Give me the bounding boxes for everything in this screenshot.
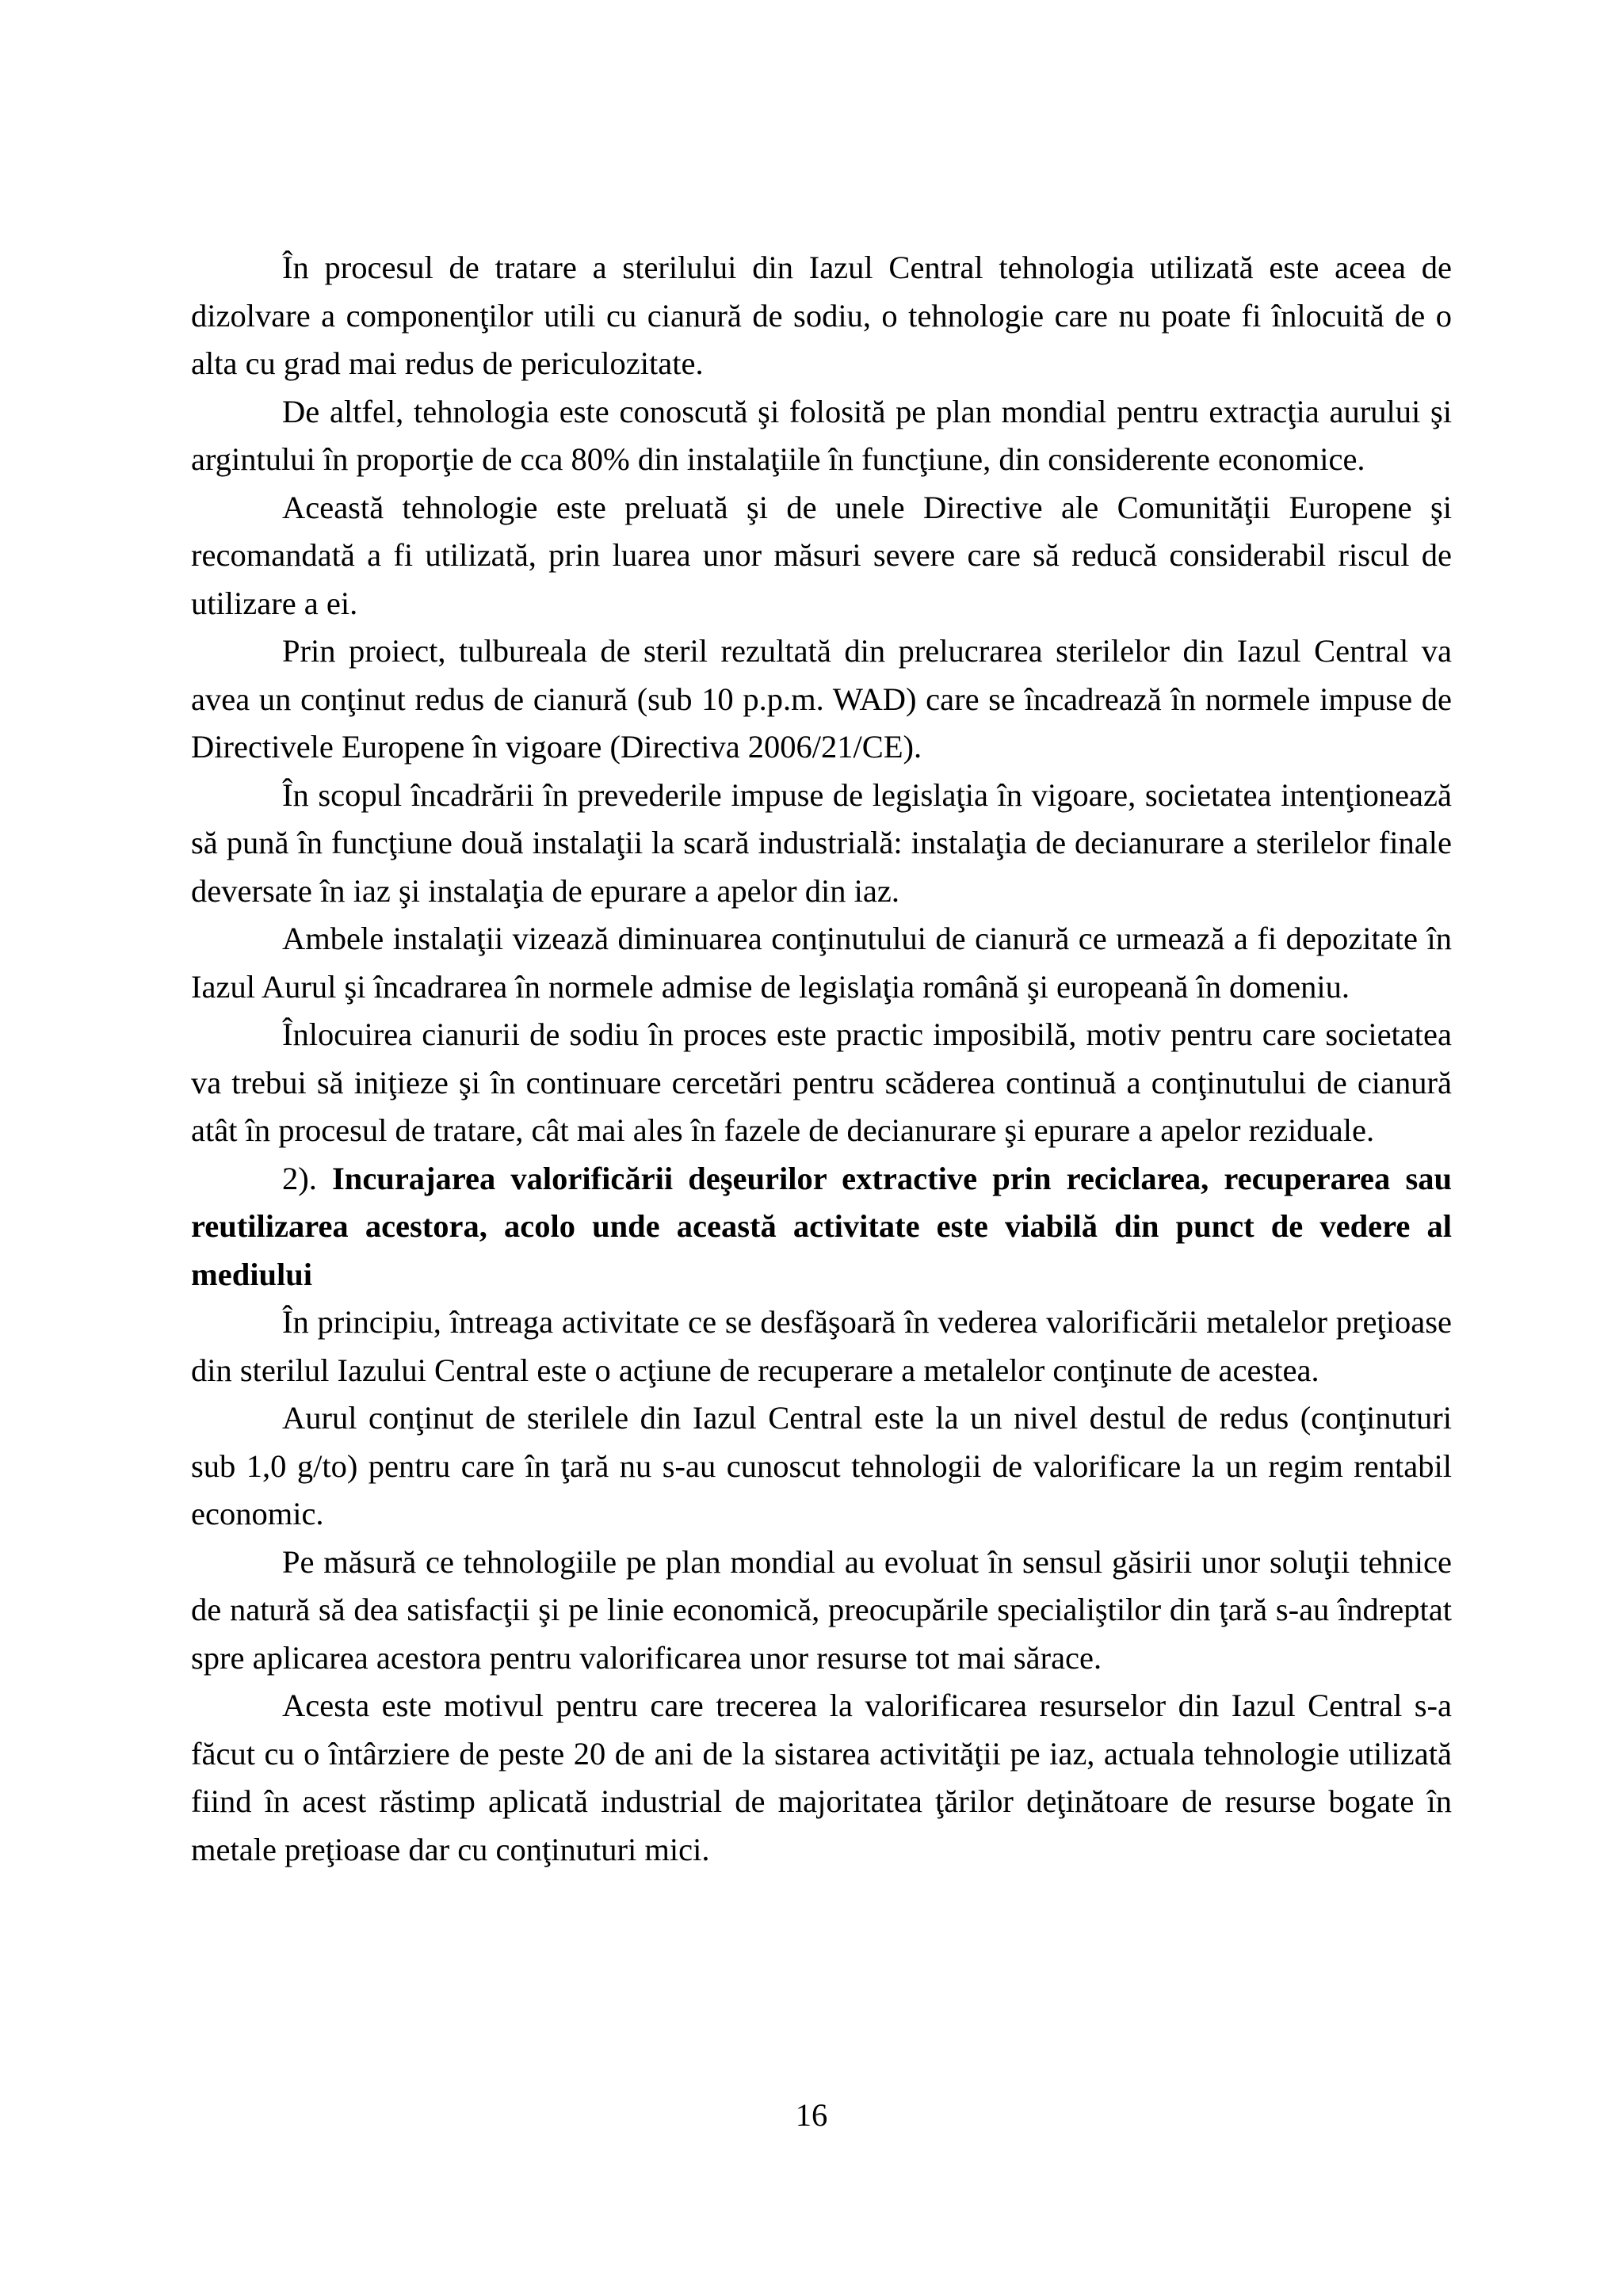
paragraph-8: În principiu, întreaga activitate ce se desfăşoară în vederea valorificării metalelor preţioase din sterilul Iazului Central este o acţiune de recuperare a metalelor conţinute de acestea. <box>191 1304 1452 1388</box>
paragraph-7: Înlocuirea cianurii de sodiu în proces este practic imposibilă, motiv pentru care societatea va trebui să iniţieze şi în continuare cercetări pentru scăderea continuă a conţinutului de cianură atât în procesul de tratare, cât mai ales în fazele de decianurare şi epurare a apelor reziduale. <box>191 1016 1452 1148</box>
paragraph-9: Aurul conţinut de sterilele din Iazul Central este la un nivel destul de redus (conţinuturi sub 1,0 g/to) pentru care în ţară nu s-au cunoscut tehnologii de valorificare la un regim rentabil economic. <box>191 1400 1452 1531</box>
paragraph-1: În procesul de tratare a sterilului din Iazul Central tehnologia utilizată este aceea de dizolvare a componenţilor utili cu cianură de sodiu, o tehnologie care nu poate fi înlocuită de o alta cu grad mai redus de periculozitate. <box>191 250 1452 381</box>
paragraph-10: Pe măsură ce tehnologiile pe plan mondial au evoluat în sensul găsirii unor soluţii tehnice de natură să dea satisfacţii şi pe linie economică, preocupările specialiştilor din ţară s-au îndreptat spre aplicarea acestora pentru valorificarea unor resurse tot mai sărace. <box>191 1543 1452 1676</box>
page-number: 16 <box>795 2097 828 2133</box>
paragraph-11: Acesta este motivul pentru care trecerea la valorificarea resurselor din Iazul Central s-a făcut cu o întârziere de peste 20 de ani de la sistarea activităţii pe iaz, actuala tehnologie utilizată fiind în acest răstimp aplicată industrial de majoritatea ţărilor deţinătoare de resurse bogate în metale preţioase dar cu conţinuturi mici. <box>191 1688 1452 1867</box>
paragraph-2: De altfel, tehnologia este conoscută şi folosită pe plan mondial pentru extracţia aurului şi argintului în proporţie de cca 80% din instalaţiile în funcţiune, din considerente economice. <box>191 393 1452 477</box>
section-title: Incurajarea valorificării deşeurilor extractive prin reciclarea, recuperarea sau reutilizarea acestora, acolo unde această activitate este viabilă din punct de vedere al mediului <box>191 1160 1452 1292</box>
paragraph-5: În scopul încadrării în prevederile impuse de legislaţia în vigoare, societatea intenţionează să pună în funcţiune două instalaţii la scară industrială: instalaţia de decianurare a sterilelor finale deversate în iaz şi instalaţia de epurare a apelor din iaz. <box>191 776 1452 909</box>
section-heading <box>191 1155 1452 1299</box>
document-body <box>191 244 1452 1874</box>
paragraph-6: Ambele instalaţii vizează diminuarea conţinutului de cianură ce urmează a fi depozitate în Iazul Aurul şi încadrarea în normele admise de legislaţia română şi europeană în domeniu. <box>191 921 1452 1005</box>
section-number: 2). <box>282 1160 333 1196</box>
paragraph-3: Această tehnologie este preluată şi de unele Directive ale Comunităţii Europene şi recomandată a fi utilizată, prin luarea unor măsuri severe care să reducă considerabil riscul de utilizare a ei. <box>191 489 1452 621</box>
paragraph-4: Prin proiect, tulbureala de steril rezultată din prelucrarea sterilelor din Iazul Central va avea un conţinut redus de cianură (sub 10 p.p.m. WAD) care se încadrează în normele impuse de Directivele Europene în vigoare (Directiva 2006/21/CE). <box>191 633 1452 765</box>
